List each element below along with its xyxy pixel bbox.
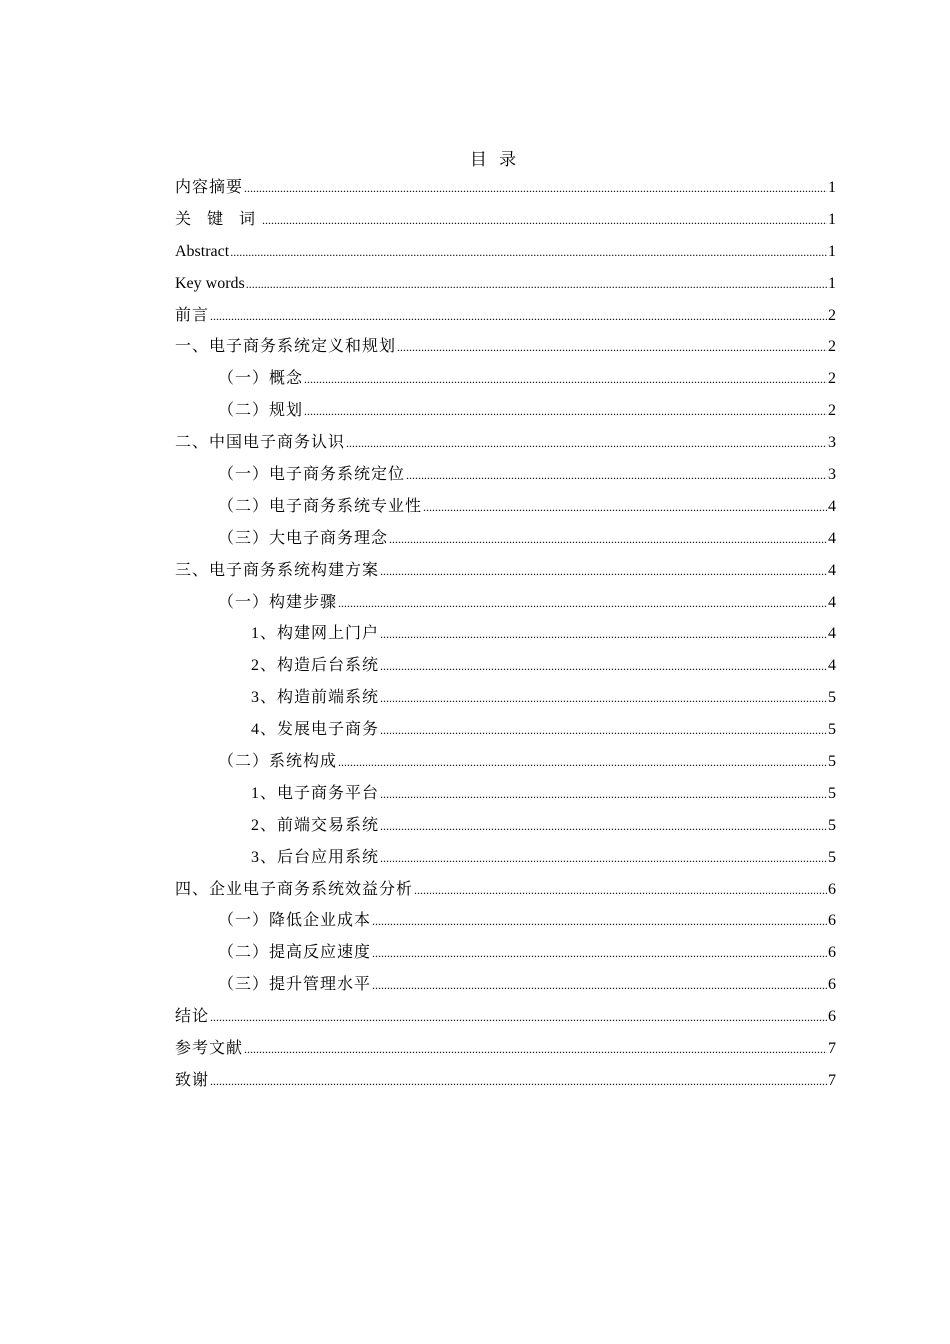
table-of-contents bbox=[175, 172, 836, 1097]
toc-dot-leader bbox=[338, 747, 827, 779]
toc-dot-leader bbox=[304, 364, 827, 396]
toc-entry-label: 关 键 词 bbox=[175, 210, 262, 228]
toc-entry-page: 5 bbox=[828, 816, 836, 834]
toc-entry-label: Abstract bbox=[175, 242, 230, 260]
toc-entry-page: 2 bbox=[828, 370, 836, 388]
toc-entry[interactable] bbox=[175, 204, 836, 236]
toc-entry-label: 二、中国电子商务认识 bbox=[175, 434, 346, 452]
toc-entry[interactable] bbox=[175, 778, 836, 810]
toc-entry[interactable] bbox=[175, 1001, 836, 1033]
toc-entry-label: 3、后台应用系统 bbox=[251, 848, 380, 866]
toc-entry[interactable] bbox=[175, 905, 836, 937]
toc-entry-page: 1 bbox=[828, 274, 836, 292]
toc-entry-page: 3 bbox=[828, 434, 836, 452]
toc-entry-page: 2 bbox=[828, 402, 836, 420]
toc-entry-page: 7 bbox=[828, 1040, 836, 1058]
toc-entry-page: 4 bbox=[828, 561, 836, 579]
toc-entry-label: （二）规划 bbox=[218, 402, 304, 420]
toc-entry[interactable] bbox=[175, 682, 836, 714]
toc-entry[interactable] bbox=[175, 523, 836, 555]
toc-entry-page: 5 bbox=[828, 848, 836, 866]
toc-entry-label: Key words bbox=[175, 274, 245, 292]
toc-entry-label: 前言 bbox=[175, 306, 210, 324]
toc-entry[interactable] bbox=[175, 427, 836, 459]
toc-entry-page: 1 bbox=[828, 242, 836, 260]
toc-entry[interactable] bbox=[175, 969, 836, 1001]
toc-entry[interactable] bbox=[175, 1065, 836, 1097]
toc-dot-leader bbox=[406, 460, 827, 492]
toc-entry-label: （一）电子商务系统定位 bbox=[218, 466, 406, 484]
toc-entry-label: 三、电子商务系统构建方案 bbox=[175, 561, 380, 579]
toc-dot-leader bbox=[380, 779, 827, 811]
toc-entry-label: （三）提升管理水平 bbox=[218, 976, 372, 994]
toc-entry-page: 4 bbox=[828, 593, 836, 611]
toc-entry[interactable] bbox=[175, 842, 836, 874]
toc-entry-label: （二）电子商务系统专业性 bbox=[218, 497, 423, 515]
toc-dot-leader bbox=[346, 428, 827, 460]
toc-entry[interactable] bbox=[175, 937, 836, 969]
toc-entry[interactable] bbox=[175, 236, 836, 268]
toc-dot-leader bbox=[380, 683, 827, 715]
toc-dot-leader bbox=[397, 332, 827, 364]
toc-entry-label: 2、前端交易系统 bbox=[251, 816, 380, 834]
toc-entry[interactable] bbox=[175, 587, 836, 619]
toc-dot-leader bbox=[246, 269, 827, 301]
toc-entry-page: 2 bbox=[828, 306, 836, 324]
toc-entry-page: 5 bbox=[828, 721, 836, 739]
toc-dot-leader bbox=[244, 173, 827, 205]
toc-entry-page: 5 bbox=[828, 784, 836, 802]
toc-entry[interactable] bbox=[175, 746, 836, 778]
toc-entry-label: 1、构建网上门户 bbox=[251, 625, 380, 643]
toc-entry-label: （三）大电子商务理念 bbox=[218, 529, 389, 547]
toc-dot-leader bbox=[338, 588, 827, 620]
toc-dot-leader bbox=[210, 301, 827, 333]
toc-dot-leader bbox=[380, 556, 827, 588]
toc-entry-page: 1 bbox=[828, 210, 836, 228]
toc-entry[interactable] bbox=[175, 172, 836, 204]
toc-entry[interactable] bbox=[175, 810, 836, 842]
toc-entry-page: 6 bbox=[828, 976, 836, 994]
toc-dot-leader bbox=[380, 651, 827, 683]
toc-entry[interactable] bbox=[175, 1033, 836, 1065]
toc-dot-leader bbox=[230, 237, 827, 269]
toc-dot-leader bbox=[244, 1034, 827, 1066]
toc-entry[interactable] bbox=[175, 459, 836, 491]
toc-dot-leader bbox=[389, 524, 827, 556]
toc-dot-leader bbox=[380, 619, 827, 651]
toc-entry[interactable] bbox=[175, 300, 836, 332]
toc-title: 目 录 bbox=[469, 150, 521, 169]
toc-dot-leader bbox=[414, 875, 827, 907]
toc-entry-label: （一）降低企业成本 bbox=[218, 912, 372, 930]
toc-entry-label: 2、构造后台系统 bbox=[251, 657, 380, 675]
toc-entry[interactable] bbox=[175, 618, 836, 650]
toc-entry-label: （一）概念 bbox=[218, 370, 304, 388]
toc-entry-page: 4 bbox=[828, 497, 836, 515]
toc-dot-leader bbox=[304, 396, 827, 428]
toc-entry-label: 四、企业电子商务系统效益分析 bbox=[175, 880, 414, 898]
toc-dot-leader bbox=[372, 970, 827, 1002]
toc-entry[interactable] bbox=[175, 650, 836, 682]
toc-entry-page: 4 bbox=[828, 657, 836, 675]
toc-entry[interactable] bbox=[175, 395, 836, 427]
toc-dot-leader bbox=[380, 811, 827, 843]
toc-entry-label: （二）提高反应速度 bbox=[218, 944, 372, 962]
toc-entry-page: 2 bbox=[828, 338, 836, 356]
toc-entry[interactable] bbox=[175, 363, 836, 395]
toc-dot-leader bbox=[380, 715, 827, 747]
toc-entry[interactable] bbox=[175, 874, 836, 906]
toc-dot-leader bbox=[372, 906, 827, 938]
toc-entry-label: 3、构造前端系统 bbox=[251, 689, 380, 707]
toc-entry-page: 4 bbox=[828, 529, 836, 547]
toc-entry-page: 6 bbox=[828, 1008, 836, 1026]
toc-entry-page: 1 bbox=[828, 179, 836, 196]
toc-entry-page: 7 bbox=[828, 1071, 836, 1089]
toc-entry-label: 内容摘要 bbox=[175, 179, 244, 196]
toc-entry-page: 4 bbox=[828, 625, 836, 643]
toc-entry-label: 1、电子商务平台 bbox=[251, 784, 380, 802]
toc-entry[interactable] bbox=[175, 331, 836, 363]
toc-entry-page: 6 bbox=[828, 880, 836, 898]
toc-dot-leader bbox=[423, 492, 827, 524]
toc-dot-leader bbox=[380, 843, 827, 875]
toc-dot-leader bbox=[372, 938, 827, 970]
toc-dot-leader bbox=[210, 1066, 827, 1098]
toc-dot-leader bbox=[262, 205, 827, 237]
toc-entry[interactable] bbox=[175, 491, 836, 523]
toc-entry-label: （二）系统构成 bbox=[218, 753, 338, 771]
toc-entry[interactable] bbox=[175, 268, 836, 300]
toc-entry-label: （一）构建步骤 bbox=[218, 593, 338, 611]
toc-entry[interactable] bbox=[175, 555, 836, 587]
toc-entry-label: 参考文献 bbox=[175, 1040, 244, 1058]
toc-entry-page: 6 bbox=[828, 912, 836, 930]
toc-entry-page: 6 bbox=[828, 944, 836, 962]
toc-entry-label: 致谢 bbox=[175, 1071, 210, 1089]
toc-entry-label: 一、电子商务系统定义和规划 bbox=[175, 338, 397, 356]
toc-entry-label: 4、发展电子商务 bbox=[251, 721, 380, 739]
toc-dot-leader bbox=[210, 1002, 827, 1034]
toc-entry-page: 3 bbox=[828, 466, 836, 484]
toc-entry-page: 5 bbox=[828, 753, 836, 771]
toc-entry[interactable] bbox=[175, 714, 836, 746]
toc-entry-label: 结论 bbox=[175, 1008, 210, 1026]
toc-entry-page: 5 bbox=[828, 689, 836, 707]
